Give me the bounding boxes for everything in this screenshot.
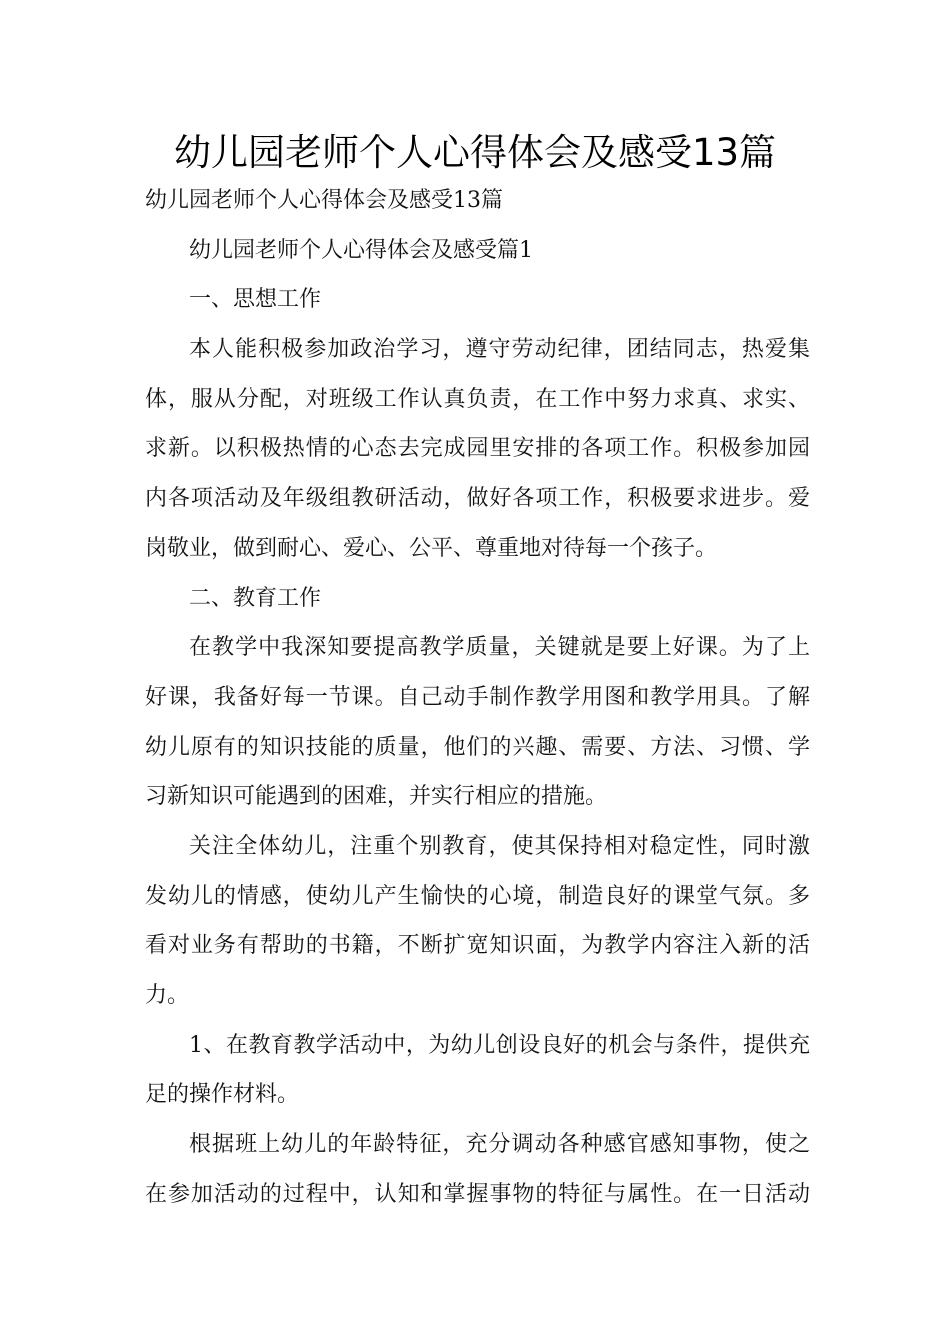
text-line: 本人能积极参加政治学习，遵守劳动纪律，团结同志，热爱集 [189, 337, 810, 363]
text-line: 二、教育工作 [189, 585, 322, 611]
text-line: 根据班上幼儿的年龄特征，充分调动各种感官感知事物，使之 [189, 1132, 810, 1158]
text-line: 关注全体幼儿，注重个别教育，使其保持相对稳定性，同时激 [189, 833, 810, 859]
text-line: 发幼儿的情感，使幼儿产生愉快的心境，制造良好的课堂气氛。多 [145, 883, 810, 909]
text-line: 足的操作材料。 [145, 1082, 300, 1108]
text-line: 在参加活动的过程中，认知和掌握事物的特征与属性。在一日活动 [145, 1181, 810, 1207]
text-line: 岗敬业，做到耐心、爱心、公平、尊重地对待每一个孩子。 [145, 535, 718, 561]
text-line: 求新。以积极热情的心态去完成园里安排的各项工作。积极参加园 [145, 436, 810, 462]
text-line: 在教学中我深知要提高教学质量，关键就是要上好课。为了上 [189, 635, 810, 661]
document-body [145, 176, 810, 1219]
text-line: 力。 [145, 983, 190, 1008]
text-line: 一、思想工作 [189, 287, 322, 313]
text-line: 1、在教育教学活动中，为幼儿创设良好的机会与条件，提供充 [189, 1032, 810, 1058]
text-line: 幼儿园老师个人心得体会及感受篇1 [189, 237, 533, 263]
text-line: 体，服从分配，对班级工作认真负责，在工作中努力求真、求实、 [145, 386, 810, 412]
text-line: 好课，我备好每一节课。自己动手制作教学用图和教学用具。了解 [145, 684, 810, 710]
text-line: 内各项活动及年级组教研活动，做好各项工作，积极要求进步。爱 [145, 486, 810, 512]
document-title: 幼儿园老师个人心得体会及感受13篇 [173, 131, 777, 174]
text-line: 习新知识可能遇到的困难，并实行相应的措施。 [145, 784, 608, 810]
text-line: 幼儿原有的知识技能的质量，他们的兴趣、需要、方法、习惯、学 [145, 734, 810, 760]
text-line: 看对业务有帮助的书籍，不断扩宽知识面，为教学内容注入新的活 [145, 933, 810, 959]
text-line: 幼儿园老师个人心得体会及感受13篇 [145, 188, 503, 213]
